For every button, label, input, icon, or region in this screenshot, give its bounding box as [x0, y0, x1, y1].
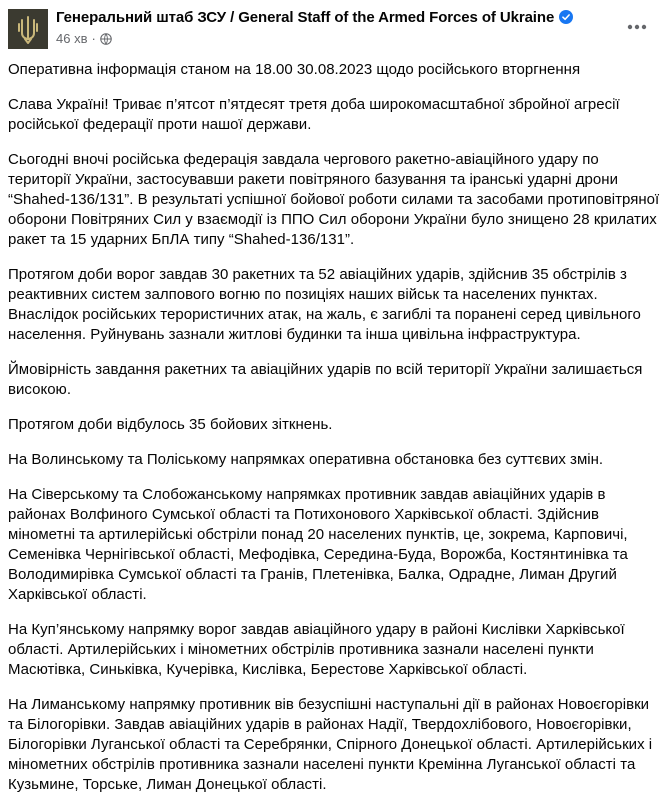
more-horizontal-icon	[627, 24, 647, 30]
post-paragraph: Слава Україні! Триває п’ятсот п’ятдесят третя доба широкомасштабної збройної агресії російської федерації проти нашої держави.	[8, 96, 620, 133]
page-name-link[interactable]	[56, 9, 573, 28]
post-meta	[56, 31, 112, 48]
post-paragraph: На Сіверському та Слобожанському напрямках противник завдав авіаційних ударів в районах Волфиного Сумської області та Потихонового Харківської області. Здійснив мінометні та артилерійські обстріли понад 20 населених пунктів, це, зокрема, Карповичі, Семенівка Чернігівської області, Мефодівка, Середина-Буда, Ворожба, Костянтинівка та Володимирівка Сумської області та Гранів, Плетенівка, Балка, Одрадне, Лиман Другий Харківської області.	[8, 486, 628, 603]
post-paragraph: На Лиманському напрямку противник вів безуспішні наступальні дії в районах Новоєгорівки та Білогорівки. Завдав авіаційних ударів в районах Надії, Твердохлібового, Новоєгорівки, Білогорівки Луганської області та Серебрянки, Спірного Донецької області. Артилерійських і мінометних обстрілів противника зазнали населені пункти Кремінна Луганської області та Кузьмине, Торське, Лиман Донецької області.	[8, 696, 653, 793]
separator-dot: ·	[91, 31, 96, 46]
page-avatar[interactable]	[8, 9, 48, 49]
post-paragraph: На Волинському та Поліському напрямках оперативна обстановка без суттєвих змін.	[8, 451, 604, 468]
post-paragraph: Ймовірність завдання ракетних та авіаційних ударів по всій території України залишається високою.	[8, 361, 643, 398]
post-paragraph: Сьогодні вночі російська федерація завдала чергового ракетно-авіаційного удару по території України, застосувавши ракети повітряного базування та іранські ударні дрони “Shahed-136/131”. В результаті успішної бойової роботи силами та засобами протиповітряної оборони Повітряних Сил у взаємодії із ППО Сил оборони України було знищено 28 крилатих ракет та 15 ударних БпЛА типу “Shahed-136/131”.	[8, 151, 660, 248]
post-paragraph: Оперативна інформація станом на 18.00 30.08.2023 щодо російського вторгнення	[8, 61, 581, 78]
post-header	[0, 0, 666, 56]
post-paragraph: Протягом доби ворог завдав 30 ракетних та 52 авіаційних ударів, здійснив 35 обстрілів з реактивних систем залпового вогню по позиціях наших військ та населених пунктах. Внаслідок російських терористичних атак, на жаль, є загиблі та поранені серед цивільного населення. Руйнувань зазнали житлові будинки та інша цивільна інфраструктура.	[8, 266, 641, 343]
trident-emblem-icon	[8, 9, 48, 49]
globe-icon[interactable]	[100, 33, 112, 48]
post-paragraph: Протягом доби відбулось 35 бойових зіткнень.	[8, 416, 333, 433]
verified-badge-icon	[559, 10, 573, 28]
more-options-button[interactable]	[620, 10, 654, 44]
post-text	[8, 60, 660, 810]
post-timestamp-link[interactable]: 46 хв	[56, 31, 88, 46]
page-name-text: Генеральний штаб ЗСУ / General Staff of the Armed Forces of Ukraine	[56, 9, 555, 26]
post-paragraph: На Куп’янському напрямку ворог завдав авіаційного удару в районі Кислівки Харківської області. Артилерійських і мінометних обстрілів противника зазнали населені пункти Масютівка, Синьківка, Кучерівка, Кислівка, Берестове Харківської області.	[8, 621, 625, 678]
